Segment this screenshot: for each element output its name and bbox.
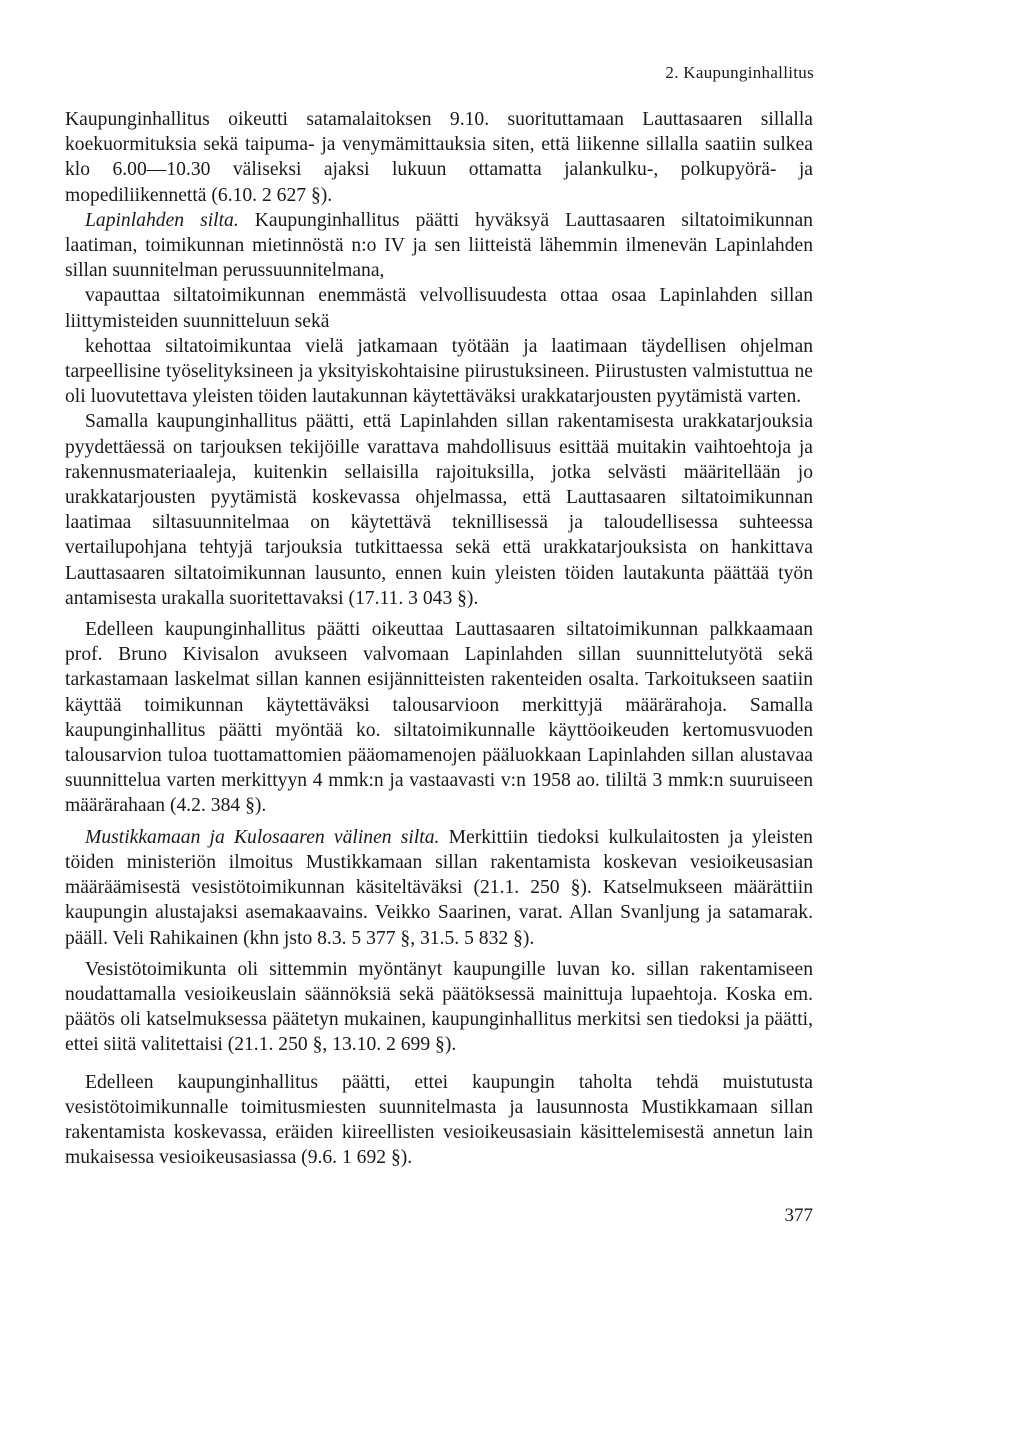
paragraph-kehottaa xyxy=(65,334,813,410)
paragraph-text: vapauttaa siltatoimikunnan enemmästä velvollisuudesta ottaa osaa Lapinlahden sillan liittymisteiden suunnitteluun sekä xyxy=(65,285,813,332)
paragraph-text: Edelleen kaupunginhallitus päätti oikeuttaa Lauttasaaren siltatoimikunnan palkkaamaan prof. Bruno Kivisalon avukseen valvomaan Lapinlahden sillan suunnittelutyötä sekä tarkastamaan laskelmat sillan kannen esijännitteisten rakenteiden osalta. Tarkoitukseen saatiin käyttää toimikunnan käytettäväksi talousarvioon merkittyjä määrärahoja. Samalla kaupunginhallitus päätti myöntää ko. siltatoimikunnalle käyttöoikeuden kertomusvuoden talousarvion tuloa tuottamattomien pääomamenojen pääluokkaan Lapinlahden sillan alustavaa suunnittelua varten merkittyyn 4 mmk:n ja vastaavasti v:n 1958 ao. tililtä 3 mmk:n suuruiseen määrärahaan (4.2. 384 §). xyxy=(65,619,813,817)
running-head: 2. Kaupunginhallitus xyxy=(665,63,814,82)
paragraph-kivisalo xyxy=(65,617,813,819)
paragraph-text: Merkittiin tiedoksi kulkulaitosten ja yleisten töiden ministeriön ilmoitus Mustikkamaan sillan rakentamista koskevan vesioikeusasian määräämisestä vesistötoimikunnan käsiteltäväksi (21.1. 250 §). Katselmukseen määrättiin kaupungin alustajaksi asemakaavains. Veikko Saarinen, varat. Allan Svanljung ja satamarak. pääll. Veli Rahikainen (khn jsto 8.3. 5 377 §, 31.5. 5 832 §). xyxy=(65,826,813,949)
paragraph-urakkatarjoukset xyxy=(65,409,813,611)
section-heading-lapinlahden-silta: Lapinlahden silta. xyxy=(85,209,239,231)
body-text xyxy=(65,107,813,1170)
paragraph-text: Kaupunginhallitus päätti hyväksyä Lauttasaaren siltatoimikunnan laatiman, toimikunnan mietinnöstä n:o IV ja sen liitteistä lähemmin ilmenevän Lapinlahden sillan suunnitelman perussuunnitelmana, xyxy=(65,209,813,282)
paragraph-text: Edelleen kaupunginhallitus päätti, ettei kaupungin taholta tehdä muistutusta vesistötoimikunnalle toimitusmiesten suunnitelmasta ja lausunnosta Mustikkamaan sillan rakentamista koskevassa, eräiden kiireellisten vesioikeusasiain käsittelemisestä annetun lain mukaisessa vesioikeusasiassa (9.6. 1 692 §). xyxy=(65,1071,813,1169)
paragraph-vapauttaa xyxy=(65,283,813,333)
paragraph-text: Vesistötoimikunta oli sittemmin myöntänyt kaupungille luvan ko. sillan rakentamiseen noudattamalla vesioikeuslain säännöksiä sekä päätöksessä mainittuja lupaehtoja. Koska em. päätös oli katselmuksessa päätetyn mukainen, kaupunginhallitus merkitsi sen tiedoksi ja päätti, ettei siitä valitettaisi (21.1. 250 §, 13.10. 2 699 §). xyxy=(65,958,813,1056)
paragraph-text: kehottaa siltatoimikuntaa vielä jatkamaan työtään ja laatimaan täydellisen ohjelman tarpeellisine työselityksineen ja yksityiskohtaisine piirustuksineen. Piirustusten valmistuttua ne oli luovutettava yleisten töiden lautakunnan käytettäväksi urakkatarjousten pyytämistä varten. xyxy=(65,335,813,408)
paragraph-text: Samalla kaupunginhallitus päätti, että Lapinlahden sillan rakentamisesta urakkatarjouksia pyydettäessä on tarjouksen tekijöille varattava mahdollisuus esittää muitakin vaihtoehtoja ja rakennusmateriaaleja, kuitenkin sellaisilla rajoituksilla, jotka selvästi määritellään jo urakkatarjousten pyytämistä koskevassa ohjelmassa, että Lauttasaaren siltatoimikunnan laatimaa siltasuunnitelmaa on käytettävä teknillisessä ja taloudellisessa suhteessa vertailupohjana tehtyjä tarjouksia tutkittaessa sekä että urakkatarjouksista on hankittava Lauttasaaren siltatoimikunnan lausunto, ennen kuin yleisten töiden lautakunta päättää työn antamisesta urakalla suoritettavaksi (17.11. 3 043 §). xyxy=(65,411,813,609)
paragraph-vesistotoimikunta xyxy=(65,957,813,1058)
section-heading-mustikkamaa: Mustikkamaan ja Kulosaaren välinen silta. xyxy=(85,826,440,848)
paragraph-text: Kaupunginhallitus oikeutti satamalaitoksen 9.10. suorituttamaan Lauttasaaren sillalla koekuormituksia sekä taipuma- ja venymämittauksia siten, että liikenne sillalla saatiin sulkea klo 6.00—10.30 väliseksi ajaksi lukuun ottamatta jalankulku-, polkupyörä- ja mopediliikennettä (6.10. 2 627 §). xyxy=(65,109,813,206)
page-number: 377 xyxy=(784,1205,813,1226)
paragraph-lapinlahden-silta xyxy=(65,208,813,284)
paragraph-muistutus xyxy=(65,1070,813,1171)
paragraph-satamalaitos xyxy=(65,107,813,208)
paragraph-mustikkamaa xyxy=(65,825,813,951)
